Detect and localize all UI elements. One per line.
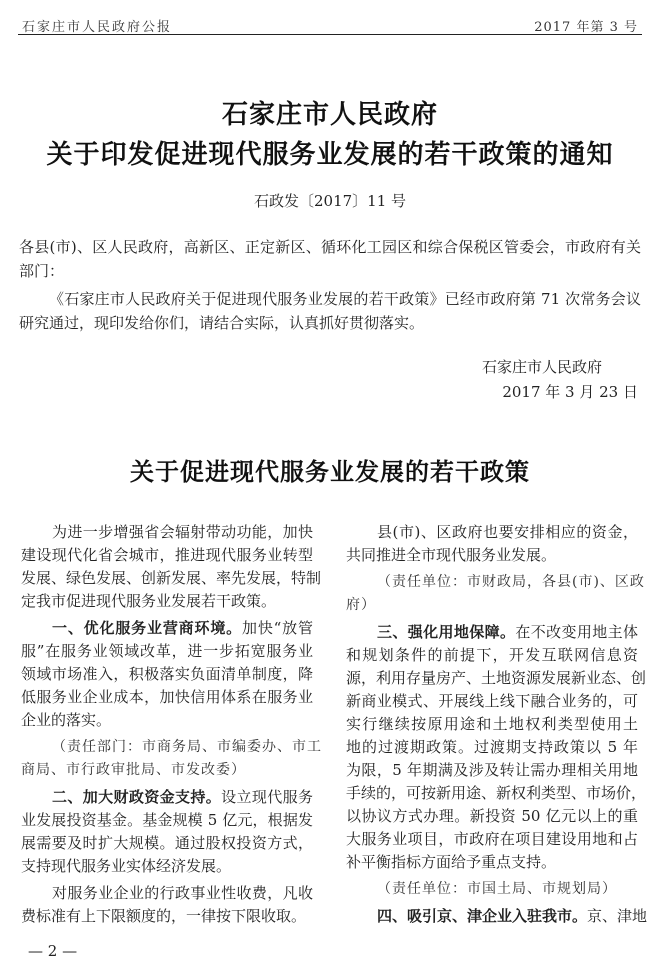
paragraph-line <box>346 667 647 690</box>
responsibility-line <box>346 571 645 594</box>
document-number: 石政发〔2017〕11 号 <box>253 192 407 210</box>
section-heading: 四、吸引京、津企业入驻我市。 <box>377 907 588 925</box>
line-text: 在不改变用地主体 <box>515 623 638 641</box>
line-text: 补平衡指标方面给予重点支持。 <box>346 853 557 871</box>
line-text: 展需要及时扩大规模。通过股权投资方式， <box>21 834 313 852</box>
paragraph-line <box>346 690 638 713</box>
paragraph-line <box>21 686 313 709</box>
line-text: 大服务业项目，市政府在项目建设用地和占 <box>346 830 638 848</box>
paragraph-line <box>21 521 313 544</box>
paragraph-line <box>21 663 313 686</box>
issue-number: 2017 年第 3 号 <box>534 20 638 35</box>
section-heading: 二、加大财政资金支持。 <box>52 788 222 806</box>
line-text: 加快“放管 <box>242 619 313 637</box>
paragraph-line <box>346 828 638 851</box>
header-rule <box>18 34 642 35</box>
line-text: 定我市促进现代服务业发展若干政策。 <box>21 592 277 610</box>
paragraph-line <box>21 709 313 732</box>
paragraph-line <box>346 713 638 736</box>
paragraph-line <box>346 782 647 805</box>
line-text: 费标准有上下限额度的，一律按下限收取。 <box>21 907 307 925</box>
line-text: （责任单位：市财政局，各县(市)、区政 <box>377 574 645 590</box>
paragraph-line <box>346 851 638 874</box>
right-column <box>346 521 648 928</box>
policy-title: 关于促进现代服务业发展的若干政策 <box>130 457 530 486</box>
paragraph-line <box>346 905 648 928</box>
section-heading: 一、优化服务业营商环境。 <box>52 619 242 637</box>
line-text: 支持现代服务业实体经济发展。 <box>21 857 232 875</box>
paragraph-line <box>21 832 313 855</box>
line-text: 县(市)、区政府也要安排相应的资金， <box>377 523 638 541</box>
line-text: （责任部门：市商务局、市编委办、市工 <box>52 739 322 755</box>
signature: 石家庄市人民政府 <box>481 358 602 376</box>
responsibility-line <box>21 736 322 759</box>
line-text: 商局、市行政审批局、市发改委） <box>21 762 246 778</box>
paragraph-line <box>346 759 638 782</box>
line-text: 实行继续按原用途和土地权利类型使用土 <box>346 715 638 733</box>
line-text: 建设现代化省会城市，推进现代服务业转型 <box>21 546 313 564</box>
line-text: 府） <box>346 597 376 613</box>
paragraph-line <box>21 590 313 613</box>
line-text: 低服务业企业成本，加快信用体系在服务业 <box>21 688 313 706</box>
line-text: 共同推进全市现代服务业发展。 <box>346 546 557 564</box>
date: 2017 年 3 月 23 日 <box>502 383 638 401</box>
publication-name: 石家庄市人民政府公报 <box>22 20 173 35</box>
paragraph-line <box>346 521 638 544</box>
paragraph-line <box>346 805 638 828</box>
section-heading: 三、强化用地保障。 <box>377 623 516 641</box>
line-text: 发展、绿色发展、创新发展、率先发展，特制 <box>21 569 322 587</box>
notice-title-line1: 石家庄市人民政府 <box>221 100 438 130</box>
line-text: 服”在服务业领域改革，进一步拓宽服务业 <box>21 642 313 660</box>
line-text: 设立现代服务 <box>221 788 313 806</box>
line-text: 为进一步增强省会辐射带动功能，加快 <box>52 523 313 541</box>
line-text: 对服务业企业的行政事业性收费，凡收 <box>52 884 313 902</box>
responsibility-line <box>346 878 638 901</box>
paragraph-line <box>21 567 322 590</box>
paragraph-line <box>346 544 638 567</box>
paragraph-line <box>346 736 638 759</box>
paragraph-line <box>21 640 313 663</box>
line-text: （责任单位：市国土局、市规划局） <box>377 881 617 897</box>
paragraph-line <box>21 855 313 878</box>
line-text: 京、津地 <box>587 907 648 925</box>
line-text: 以协议方式办理。新投资 50 亿元以上的重 <box>346 807 638 825</box>
paragraph-line <box>21 786 313 809</box>
page-number: — 2 — <box>28 942 78 960</box>
paragraph-line <box>346 644 638 667</box>
notice-body: 《石家庄市人民政府关于促进现代服务业发展的若干政策》已经市政府第 71 次常务会议研究通过，现印发给你们，请结合实际，认真抓好贯彻落实。 <box>19 290 641 332</box>
responsibility-line <box>21 759 313 782</box>
paragraph-line <box>21 617 313 640</box>
line-text: 新商业模式、开展线上线下融合业务的，可 <box>346 692 638 710</box>
left-column <box>21 521 322 928</box>
paragraph-line <box>21 809 313 832</box>
line-text: 源，利用存量房产、土地资源发展新业态、创 <box>346 669 647 687</box>
notice-title-line2: 关于印发促进现代服务业发展的若干政策的通知 <box>46 140 614 170</box>
paragraph-line <box>21 882 313 905</box>
recipients: 各县(市)、区人民政府，高新区、正定新区、循环化工园区和综合保税区管委会，市政府有关部门： <box>19 238 641 280</box>
line-text: 手续的，可按新用途、新权利类型、市场价， <box>346 784 647 802</box>
paragraph-line <box>21 544 313 567</box>
line-text: 企业的落实。 <box>21 711 112 729</box>
paragraph-line <box>346 621 638 644</box>
line-text: 业发展投资基金。基金规模 5 亿元，根据发 <box>21 811 313 829</box>
line-text: 领域市场准入，积极落实负面清单制度，降 <box>21 665 313 683</box>
line-text: 为限，5 年期满及涉及转让需办理相关用地 <box>346 761 638 779</box>
responsibility-line <box>346 594 638 617</box>
line-text: 地的过渡期政策。过渡期支持政策以 5 年 <box>346 738 638 756</box>
running-header <box>22 14 638 34</box>
line-text: 和规划条件的前提下，开发互联网信息资 <box>346 646 638 664</box>
paragraph-line <box>21 905 313 928</box>
